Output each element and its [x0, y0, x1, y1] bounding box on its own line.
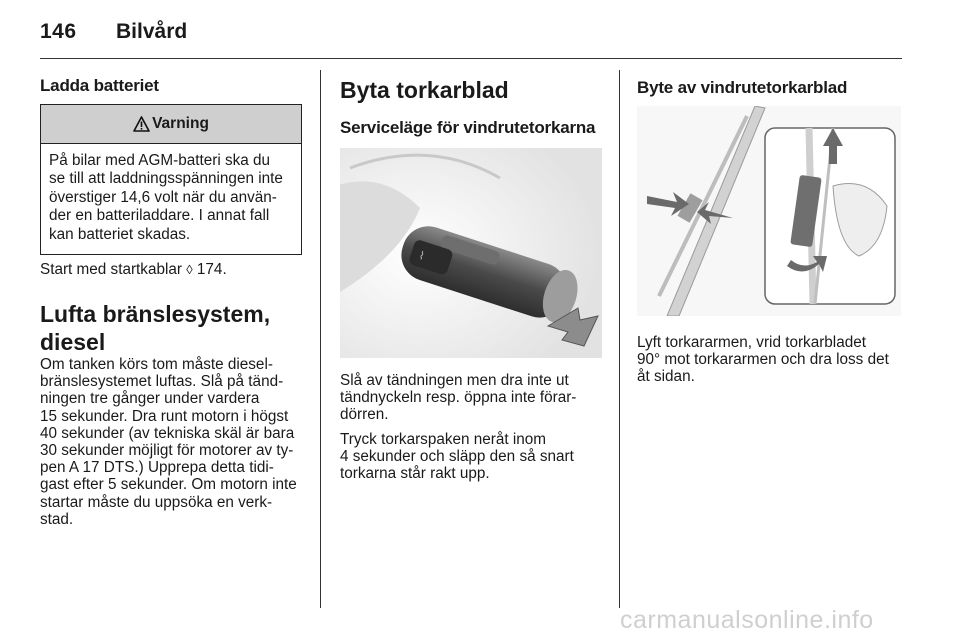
text-line: 30 sekunder möjligt för motorer av ty-	[40, 442, 294, 460]
text-line: gast efter 5 sekunder. Om motorn inte	[40, 476, 297, 494]
warning-triangle-icon	[133, 116, 150, 132]
warning-line: kan batteriet skadas.	[49, 225, 191, 243]
text-line: 40 sekunder (av tekniska skäl är bara	[40, 424, 295, 442]
page-number: 146	[40, 20, 77, 43]
warning-line: På bilar med AGM-batteri ska du	[49, 152, 271, 169]
warning-text	[41, 144, 301, 254]
text-line: dörren.	[340, 406, 389, 424]
page-reference-icon: ◊	[186, 262, 193, 277]
jumpstart-page-link[interactable]: 174.	[196, 261, 227, 278]
text-line: bränslesystemet luftas. Slå på tänd-	[40, 373, 284, 391]
text-line: torkarna står rakt upp.	[340, 465, 490, 483]
heading-line: diesel	[40, 329, 106, 355]
wiper-stalk-illustration	[340, 148, 602, 358]
warning-header	[41, 105, 301, 144]
warning-line: överstiger 14,6 volt när du använ-	[49, 188, 277, 206]
column-divider-1	[320, 70, 321, 608]
fuel-bleed-paragraph	[40, 356, 306, 528]
header-divider	[40, 58, 902, 59]
heading-line: Lufta bränslesystem,	[40, 301, 271, 327]
text-line: pen A 17 DTS.) Upprepa detta tidi-	[40, 459, 274, 477]
text-line: åt sidan.	[637, 368, 695, 386]
warning-line: der en batteriladdare. I annat fall	[49, 207, 270, 225]
heading-bleed-fuel-system	[40, 300, 302, 356]
heading-replace-wiper-blades: Byta torkarblad	[340, 77, 509, 103]
subheading-service-position: Serviceläge för vindrutetorkarna	[340, 118, 596, 137]
text-line: 90° mot torkararmen och dra loss det	[637, 351, 889, 369]
text-line: ningen tre gånger under vardera	[40, 390, 260, 408]
warning-title: Varning	[152, 115, 209, 132]
text-line: 4 sekunder och släpp den så snart	[340, 448, 574, 466]
jumpstart-reference	[40, 261, 302, 278]
text-line: tändnyckeln resp. öppna inte förar-	[340, 389, 577, 407]
text-line: stad.	[40, 510, 74, 528]
text-line: startar måste du uppsöka en verk-	[40, 493, 273, 511]
service-paragraph-1	[340, 372, 602, 424]
svg-text:⌇: ⌇	[417, 248, 427, 263]
service-paragraph-2	[340, 431, 602, 483]
warning-box	[40, 104, 302, 255]
column-divider-2	[619, 70, 620, 608]
text-line: Om tanken körs tom måste diesel-	[40, 356, 273, 373]
text-line: 15 sekunder. Dra runt motorn i högst	[40, 407, 289, 425]
chapter-title: Bilvård	[116, 20, 188, 43]
warning-line: se till att laddningsspänningen inte	[49, 170, 283, 188]
text-line: Lyft torkararmen, vrid torkarbladet	[637, 334, 866, 351]
watermark: carmanualsonline.info	[620, 606, 874, 634]
heading-windshield-wiper-replacement: Byte av vindrutetorkarblad	[637, 78, 848, 97]
wiper-blade-illustration	[637, 106, 901, 316]
text-line: Slå av tändningen men dra inte ut	[340, 372, 569, 389]
text-line: Tryck torkarspaken neråt inom	[340, 431, 547, 448]
heading-charge-battery: Ladda batteriet	[40, 76, 159, 95]
replacement-paragraph	[637, 334, 905, 386]
jumpstart-text: Start med startkablar	[40, 261, 182, 278]
